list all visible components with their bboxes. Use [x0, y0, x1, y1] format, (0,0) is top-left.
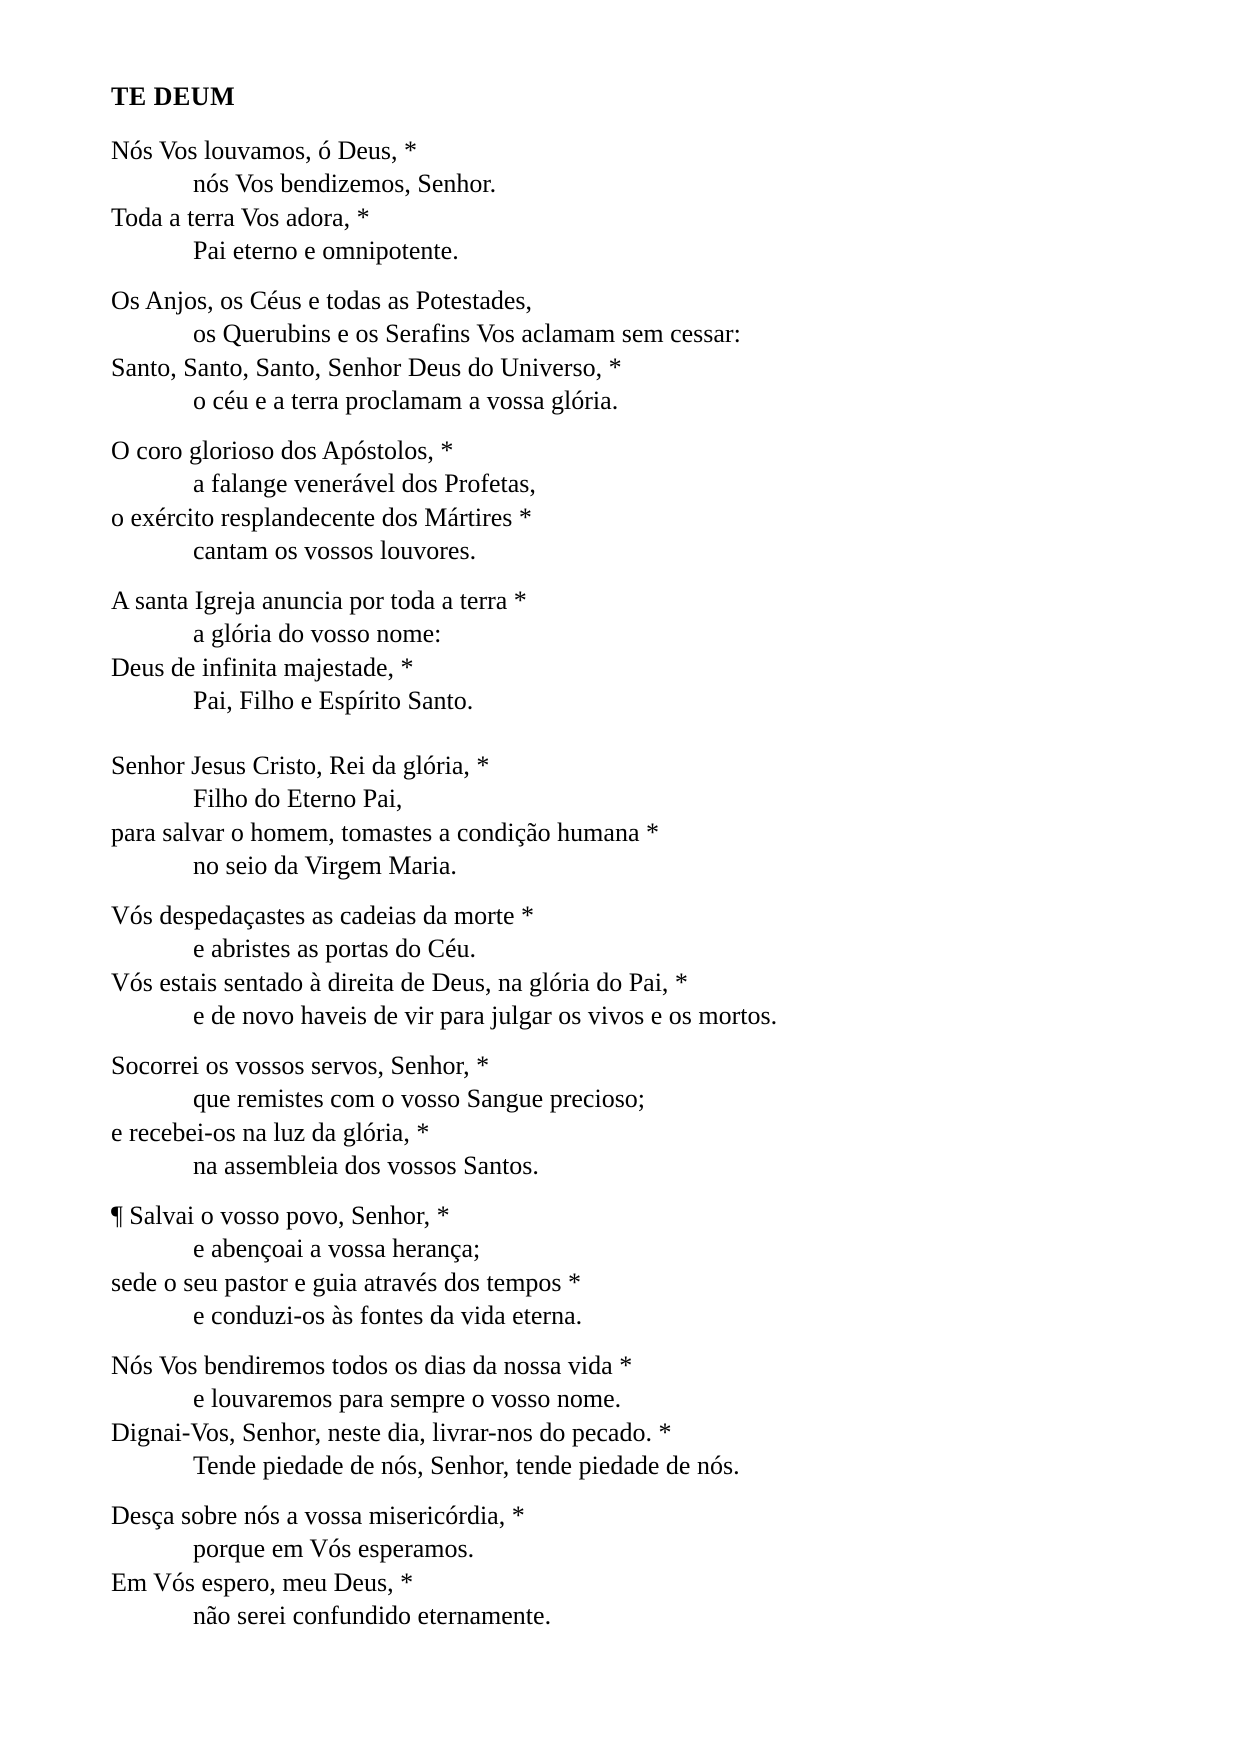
verse-line: e recebei-os na luz da glória, * [111, 1117, 430, 1147]
verse-line: e louvaremos para sempre o vosso nome. [193, 1384, 622, 1413]
page-title: TE DEUM [111, 82, 236, 111]
stanza [111, 584, 1150, 718]
stanza [111, 134, 1150, 268]
verse-line: não serei confundido eternamente. [193, 1601, 552, 1630]
verse-line: Dignai-Vos, Senhor, neste dia, livrar-nos do pecado. * [111, 1417, 672, 1447]
verse-line: Nós Vos bendiremos todos os dias da nossa vida * [111, 1350, 633, 1380]
stanza [111, 284, 1150, 418]
verse-line: Santo, Santo, Santo, Senhor Deus do Universo, * [111, 352, 622, 382]
verse-line: no seio da Virgem Maria. [193, 851, 457, 880]
verse-line: a glória do vosso nome: [193, 619, 442, 648]
verse-line: os Querubins e os Serafins Vos aclamam sem cessar: [193, 319, 741, 348]
verse-line: Os Anjos, os Céus e todas as Potestades, [111, 285, 533, 315]
verse-line: e abençoai a vossa herança; [193, 1234, 481, 1263]
verse-line: para salvar o homem, tomastes a condição humana * [111, 817, 659, 847]
verse-line: o exército resplandecente dos Mártires * [111, 502, 532, 532]
verse-line: Pai eterno e omnipotente. [193, 236, 459, 265]
verse-line: nós Vos bendizemos, Senhor. [193, 169, 497, 198]
verse-line: O coro glorioso dos Apóstolos, * [111, 435, 454, 465]
verse-line: Vós despedaçastes as cadeias da morte * [111, 900, 535, 930]
document-body [111, 134, 1150, 1633]
stanza [111, 434, 1150, 568]
verse-line: Senhor Jesus Cristo, Rei da glória, * [111, 750, 490, 780]
stanza [111, 749, 1150, 883]
verse-line: e conduzi-os às fontes da vida eterna. [193, 1301, 583, 1330]
stanza [111, 1349, 1150, 1483]
verse-line: Em Vós espero, meu Deus, * [111, 1567, 414, 1597]
verse-line: e de novo haveis de vir para julgar os vivos e os mortos. [193, 1001, 778, 1030]
verse-line: porque em Vós esperamos. [193, 1534, 475, 1563]
verse-line: Tende piedade de nós, Senhor, tende piedade de nós. [193, 1451, 740, 1480]
verse-line: Deus de infinita majestade, * [111, 652, 414, 682]
verse-line: A santa Igreja anuncia por toda a terra * [111, 585, 527, 615]
verse-line: na assembleia dos vossos Santos. [193, 1151, 539, 1180]
verse-line: cantam os vossos louvores. [193, 536, 477, 565]
verse-line: Desça sobre nós a vossa misericórdia, * [111, 1500, 525, 1530]
stanza [111, 1049, 1150, 1183]
verse-line: Filho do Eterno Pai, [193, 784, 403, 813]
verse-line: Toda a terra Vos adora, * [111, 202, 370, 232]
verse-line: sede o seu pastor e guia através dos tempos * [111, 1267, 582, 1297]
stanza [111, 899, 1150, 1033]
verse-line: Nós Vos louvamos, ó Deus, * [111, 135, 418, 165]
stanza [111, 1199, 1150, 1333]
verse-line: o céu e a terra proclamam a vossa glória. [193, 386, 619, 415]
verse-line: ¶ Salvai o vosso povo, Senhor, * [111, 1200, 450, 1230]
verse-line: Vós estais sentado à direita de Deus, na glória do Pai, * [111, 967, 688, 997]
stanza [111, 1499, 1150, 1633]
verse-line: que remistes com o vosso Sangue precioso; [193, 1084, 646, 1113]
verse-line: Socorrei os vossos servos, Senhor, * [111, 1050, 490, 1080]
verse-line: a falange venerável dos Profetas, [193, 469, 536, 498]
verse-line: Pai, Filho e Espírito Santo. [193, 686, 474, 715]
verse-line: e abristes as portas do Céu. [193, 934, 477, 963]
